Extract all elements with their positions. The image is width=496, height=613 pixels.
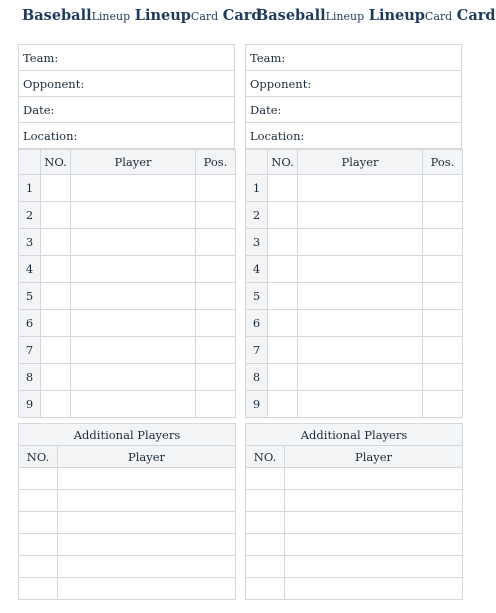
batting-order-number: 2	[246, 202, 268, 229]
roster-row	[246, 256, 463, 283]
additional-row	[246, 534, 463, 556]
batting-order-number: 4	[19, 256, 41, 283]
roster-row	[246, 391, 463, 418]
info-field[interactable]: Date:	[19, 97, 235, 123]
additional-column-header: Player	[285, 446, 463, 468]
additional-number-cell[interactable]	[246, 512, 285, 534]
additional-row	[246, 556, 463, 578]
jersey-number-cell[interactable]	[268, 256, 298, 283]
position-cell[interactable]	[196, 337, 236, 364]
additional-player-cell[interactable]	[58, 556, 236, 578]
position-cell[interactable]	[423, 364, 463, 391]
additional-row	[246, 468, 463, 490]
batting-order-number: 1	[246, 175, 268, 202]
position-cell[interactable]	[423, 175, 463, 202]
info-row	[19, 45, 235, 71]
roster-column-header: Pos.	[196, 150, 236, 175]
roster-row	[246, 202, 463, 229]
info-row	[246, 45, 462, 71]
batting-order-number: 6	[246, 310, 268, 337]
jersey-number-cell[interactable]	[41, 391, 71, 418]
jersey-number-cell[interactable]	[41, 283, 71, 310]
roster-row	[19, 283, 236, 310]
batting-order-number: 3	[246, 229, 268, 256]
player-name-cell[interactable]	[298, 256, 423, 283]
jersey-number-cell[interactable]	[268, 283, 298, 310]
player-name-cell[interactable]	[71, 256, 196, 283]
roster-table	[245, 149, 463, 418]
title-word: Lineup	[91, 10, 131, 23]
additional-row	[246, 512, 463, 534]
position-cell[interactable]	[196, 175, 236, 202]
card-title	[22, 6, 262, 26]
player-name-cell[interactable]	[71, 364, 196, 391]
additional-title-row	[246, 424, 463, 446]
title-word: Baseball	[256, 7, 326, 24]
player-name-cell[interactable]	[71, 337, 196, 364]
position-cell[interactable]	[196, 229, 236, 256]
title-word: Card	[424, 10, 453, 23]
info-field[interactable]: Team:	[246, 45, 462, 71]
info-row	[19, 123, 235, 149]
additional-number-cell[interactable]	[19, 556, 58, 578]
additional-row	[19, 512, 236, 534]
roster-corner-cell	[246, 150, 268, 175]
position-cell[interactable]	[423, 391, 463, 418]
title-word: Lineup	[368, 7, 425, 24]
additional-column-header: Player	[58, 446, 236, 468]
additional-row	[19, 468, 236, 490]
additional-player-cell[interactable]	[58, 468, 236, 490]
player-name-cell[interactable]	[298, 283, 423, 310]
roster-row	[19, 202, 236, 229]
additional-row	[246, 578, 463, 600]
player-name-cell[interactable]	[298, 229, 423, 256]
info-field[interactable]: Team:	[19, 45, 235, 71]
info-row	[246, 71, 462, 97]
info-row	[246, 97, 462, 123]
player-name-cell[interactable]	[298, 337, 423, 364]
info-field[interactable]: Opponent:	[19, 71, 235, 97]
additional-number-cell[interactable]	[246, 534, 285, 556]
roster-row	[246, 337, 463, 364]
additional-number-cell[interactable]	[19, 534, 58, 556]
roster-header	[19, 150, 236, 175]
jersey-number-cell[interactable]	[41, 310, 71, 337]
jersey-number-cell[interactable]	[268, 364, 298, 391]
roster-row	[246, 364, 463, 391]
player-name-cell[interactable]	[71, 229, 196, 256]
roster-corner-cell	[19, 150, 41, 175]
additional-player-cell[interactable]	[58, 534, 236, 556]
title-word: Lineup	[134, 7, 191, 24]
player-name-cell[interactable]	[71, 283, 196, 310]
additional-players-title: Additional Players	[19, 424, 236, 446]
player-name-cell[interactable]	[298, 364, 423, 391]
batting-order-number: 9	[246, 391, 268, 418]
roster-column-header: Pos.	[423, 150, 463, 175]
roster-row	[19, 175, 236, 202]
player-name-cell[interactable]	[298, 175, 423, 202]
additional-player-cell[interactable]	[285, 556, 463, 578]
additional-title-row	[19, 424, 236, 446]
info-field[interactable]: Opponent:	[246, 71, 462, 97]
jersey-number-cell[interactable]	[268, 337, 298, 364]
player-name-cell[interactable]	[71, 310, 196, 337]
additional-player-cell[interactable]	[285, 512, 463, 534]
additional-player-cell[interactable]	[58, 512, 236, 534]
position-cell[interactable]	[196, 256, 236, 283]
roster-row	[19, 391, 236, 418]
batting-order-number: 8	[246, 364, 268, 391]
additional-player-cell[interactable]	[285, 468, 463, 490]
additional-players-title: Additional Players	[246, 424, 463, 446]
batting-order-number: 5	[246, 283, 268, 310]
roster-row	[19, 310, 236, 337]
info-row	[19, 71, 235, 97]
roster-row	[246, 310, 463, 337]
additional-header	[19, 446, 236, 468]
jersey-number-cell[interactable]	[41, 364, 71, 391]
additional-player-cell[interactable]	[285, 578, 463, 600]
position-cell[interactable]	[196, 283, 236, 310]
jersey-number-cell[interactable]	[41, 337, 71, 364]
game-info-table	[245, 44, 462, 149]
info-field[interactable]: Location:	[19, 123, 235, 149]
info-field[interactable]: Location:	[246, 123, 462, 149]
position-cell[interactable]	[196, 391, 236, 418]
roster-table	[18, 149, 236, 418]
additional-header	[246, 446, 463, 468]
player-name-cell[interactable]	[298, 202, 423, 229]
info-row	[246, 123, 462, 149]
roster-row	[19, 229, 236, 256]
batting-order-number: 4	[246, 256, 268, 283]
batting-order-number: 8	[19, 364, 41, 391]
title-word: Card	[456, 7, 496, 24]
additional-number-cell[interactable]	[246, 490, 285, 512]
batting-order-number: 9	[19, 391, 41, 418]
position-cell[interactable]	[423, 256, 463, 283]
lineup-card	[18, 44, 235, 600]
additional-row	[19, 556, 236, 578]
roster-header	[246, 150, 463, 175]
position-cell[interactable]	[196, 364, 236, 391]
additional-player-cell[interactable]	[285, 490, 463, 512]
roster-row	[19, 256, 236, 283]
batting-order-number: 5	[19, 283, 41, 310]
additional-column-header: NO.	[19, 446, 58, 468]
player-name-cell[interactable]	[71, 175, 196, 202]
position-cell[interactable]	[423, 337, 463, 364]
additional-players-table	[245, 423, 463, 600]
additional-row	[19, 534, 236, 556]
batting-order-number: 1	[19, 175, 41, 202]
jersey-number-cell[interactable]	[41, 175, 71, 202]
additional-player-cell[interactable]	[285, 534, 463, 556]
additional-number-cell[interactable]	[246, 578, 285, 600]
additional-row	[246, 490, 463, 512]
roster-row	[246, 283, 463, 310]
batting-order-number: 7	[246, 337, 268, 364]
batting-order-number: 2	[19, 202, 41, 229]
roster-row	[19, 337, 236, 364]
additional-column-header: NO.	[246, 446, 285, 468]
roster-column-header: NO.	[41, 150, 71, 175]
roster-row	[246, 229, 463, 256]
info-row	[19, 97, 235, 123]
title-word: Lineup	[325, 10, 365, 23]
jersey-number-cell[interactable]	[41, 229, 71, 256]
additional-number-cell[interactable]	[246, 556, 285, 578]
position-cell[interactable]	[196, 202, 236, 229]
position-cell[interactable]	[423, 283, 463, 310]
additional-number-cell[interactable]	[19, 578, 58, 600]
roster-row	[19, 364, 236, 391]
player-name-cell[interactable]	[71, 202, 196, 229]
additional-number-cell[interactable]	[19, 512, 58, 534]
additional-number-cell[interactable]	[19, 490, 58, 512]
jersey-number-cell[interactable]	[41, 256, 71, 283]
additional-row	[19, 490, 236, 512]
batting-order-number: 7	[19, 337, 41, 364]
title-word: Card	[222, 7, 262, 24]
additional-player-cell[interactable]	[58, 490, 236, 512]
position-cell[interactable]	[196, 310, 236, 337]
position-cell[interactable]	[423, 202, 463, 229]
batting-order-number: 6	[19, 310, 41, 337]
additional-number-cell[interactable]	[19, 468, 58, 490]
additional-row	[19, 578, 236, 600]
jersey-number-cell[interactable]	[268, 391, 298, 418]
game-info-table	[18, 44, 235, 149]
additional-number-cell[interactable]	[246, 468, 285, 490]
card-title	[256, 6, 496, 26]
jersey-number-cell[interactable]	[268, 202, 298, 229]
jersey-number-cell[interactable]	[41, 202, 71, 229]
position-cell[interactable]	[423, 229, 463, 256]
batting-order-number: 3	[19, 229, 41, 256]
title-word: Baseball	[22, 7, 92, 24]
player-name-cell[interactable]	[71, 391, 196, 418]
player-name-cell[interactable]	[298, 391, 423, 418]
roster-column-header: Player	[71, 150, 196, 175]
title-word: Card	[190, 10, 219, 23]
additional-player-cell[interactable]	[58, 578, 236, 600]
jersey-number-cell[interactable]	[268, 310, 298, 337]
position-cell[interactable]	[423, 310, 463, 337]
player-name-cell[interactable]	[298, 310, 423, 337]
info-field[interactable]: Date:	[246, 97, 462, 123]
jersey-number-cell[interactable]	[268, 175, 298, 202]
additional-players-table	[18, 423, 236, 600]
jersey-number-cell[interactable]	[268, 229, 298, 256]
roster-column-header: Player	[298, 150, 423, 175]
roster-row	[246, 175, 463, 202]
roster-column-header: NO.	[268, 150, 298, 175]
lineup-card	[245, 44, 462, 600]
